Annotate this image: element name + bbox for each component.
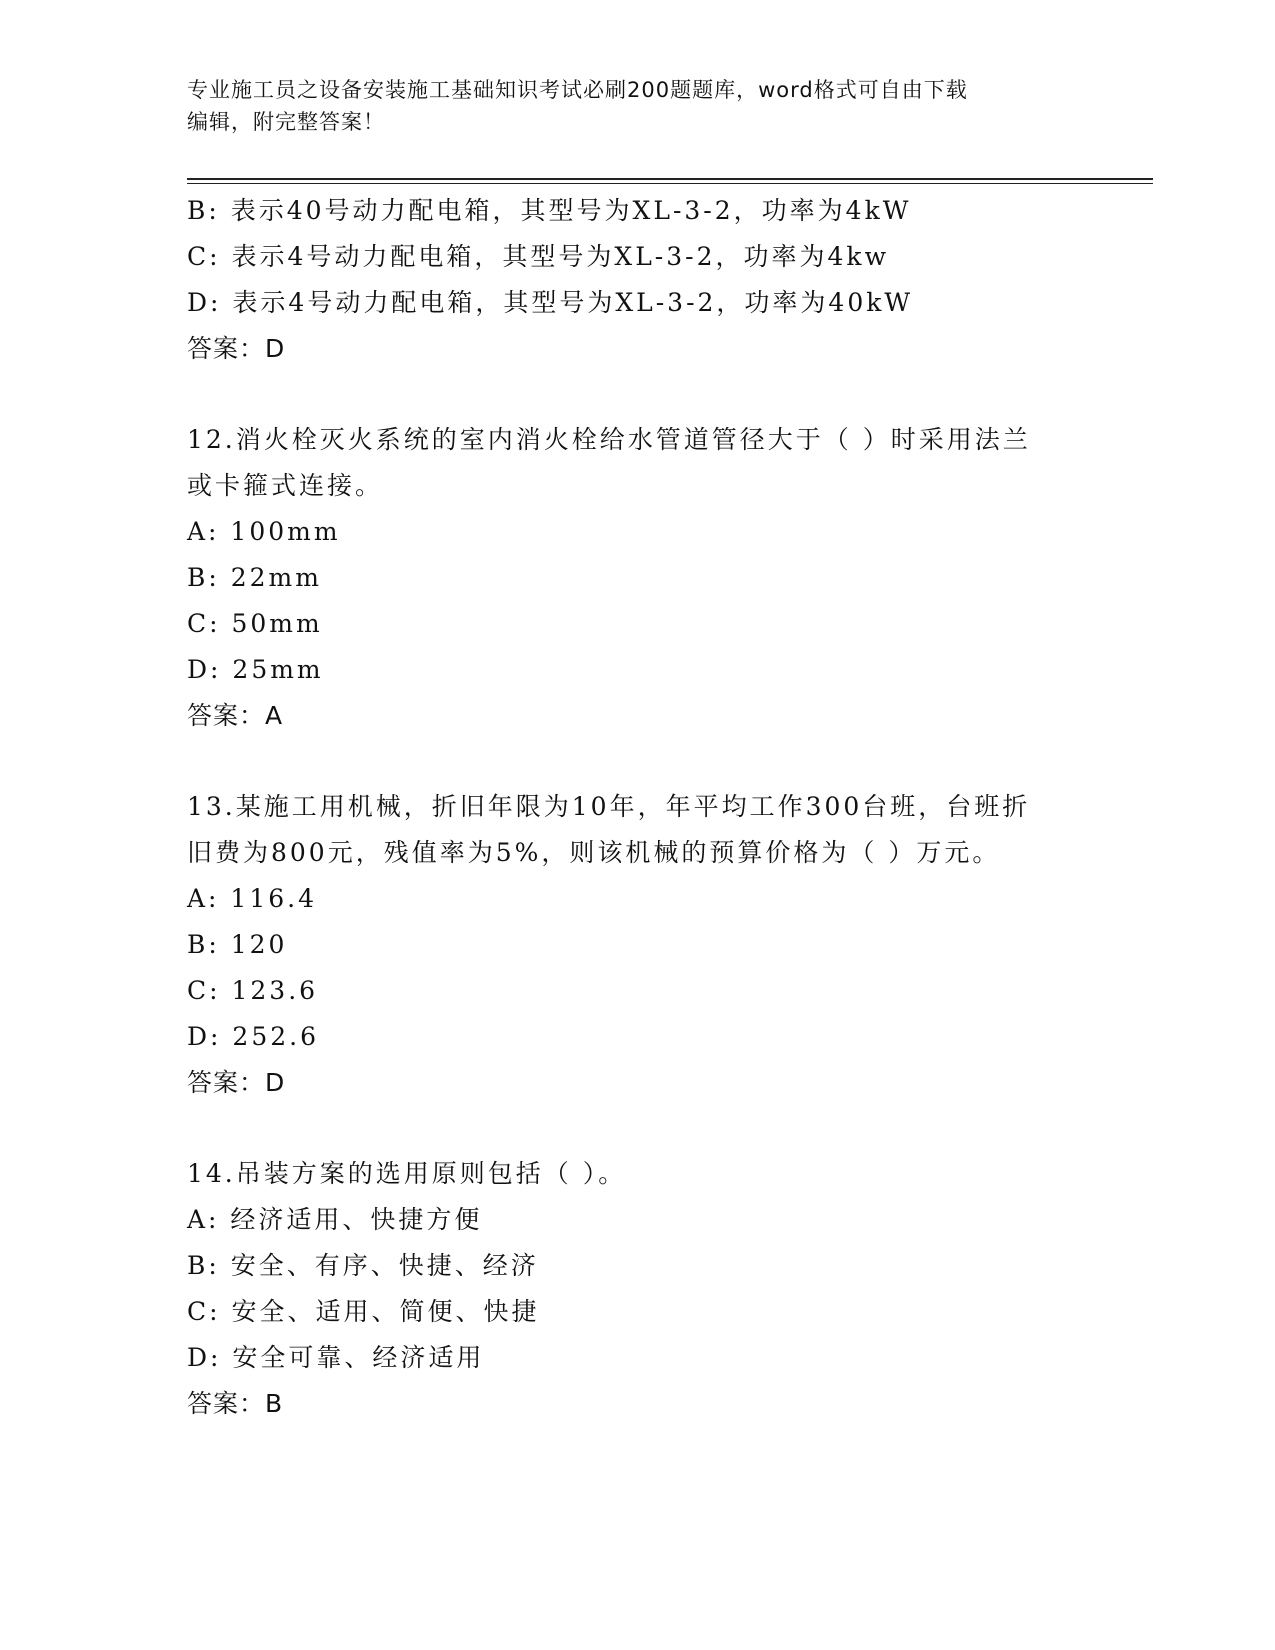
option-a: A: 经济适用、快捷方便 bbox=[187, 1205, 483, 1234]
header-line-2: 编辑，附完整答案！ bbox=[187, 110, 385, 134]
question-13 bbox=[187, 784, 1067, 1106]
option-c: C: 安全、适用、简便、快捷 bbox=[187, 1297, 540, 1326]
answer-line: 答案：D bbox=[187, 334, 286, 363]
question-12 bbox=[187, 417, 1067, 739]
option-b: B: 安全、有序、快捷、经济 bbox=[187, 1251, 539, 1280]
option-c: C: 123.6 bbox=[187, 976, 319, 1005]
header-divider-thin bbox=[187, 183, 1153, 184]
question-stem-line-1: 14.吊装方案的选用原则包括（ ）。 bbox=[187, 1159, 627, 1188]
option-d: D: 安全可靠、经济适用 bbox=[187, 1343, 485, 1372]
spacer bbox=[187, 1106, 1067, 1151]
question-stem-line-2: 或卡箍式连接。 bbox=[187, 471, 384, 500]
option-d: D: 表示4号动力配电箱，其型号为XL-3-2，功率为40kW bbox=[187, 288, 914, 317]
question-14 bbox=[187, 1151, 1067, 1427]
answer-line: 答案：B bbox=[187, 1389, 284, 1418]
option-a: A: 100mm bbox=[187, 517, 341, 546]
option-b: B: 表示40号动力配电箱，其型号为XL-3-2，功率为4kW bbox=[187, 196, 912, 225]
question-stem-line-1: 13.某施工用机械，折旧年限为10年，年平均工作300台班，台班折 bbox=[187, 792, 1031, 821]
spacer bbox=[187, 372, 1067, 417]
option-b: B: 120 bbox=[187, 930, 288, 959]
header-divider-thick bbox=[187, 178, 1153, 180]
question-11-tail bbox=[187, 188, 1067, 372]
option-c: C: 50mm bbox=[187, 609, 323, 638]
answer-line: 答案：A bbox=[187, 701, 284, 730]
header-line-1: 专业施工员之设备安装施工基础知识考试必刷200题题库，word格式可自由下载 bbox=[187, 78, 968, 102]
option-d: D: 252.6 bbox=[187, 1022, 319, 1051]
option-c: C: 表示4号动力配电箱，其型号为XL-3-2，功率为4kw bbox=[187, 242, 889, 271]
answer-line: 答案：D bbox=[187, 1068, 286, 1097]
option-d: D: 25mm bbox=[187, 655, 324, 684]
spacer bbox=[187, 739, 1067, 784]
option-a: A: 116.4 bbox=[187, 884, 317, 913]
option-b: B: 22mm bbox=[187, 563, 322, 592]
question-stem-line-2: 旧费为800元，残值率为5%，则该机械的预算价格为（ ）万元。 bbox=[187, 838, 1001, 867]
document-header bbox=[187, 74, 1067, 138]
question-stem-line-1: 12.消火栓灭火系统的室内消火栓给水管道管径大于（ ）时采用法兰 bbox=[187, 425, 1031, 454]
question-list bbox=[187, 188, 1067, 1427]
